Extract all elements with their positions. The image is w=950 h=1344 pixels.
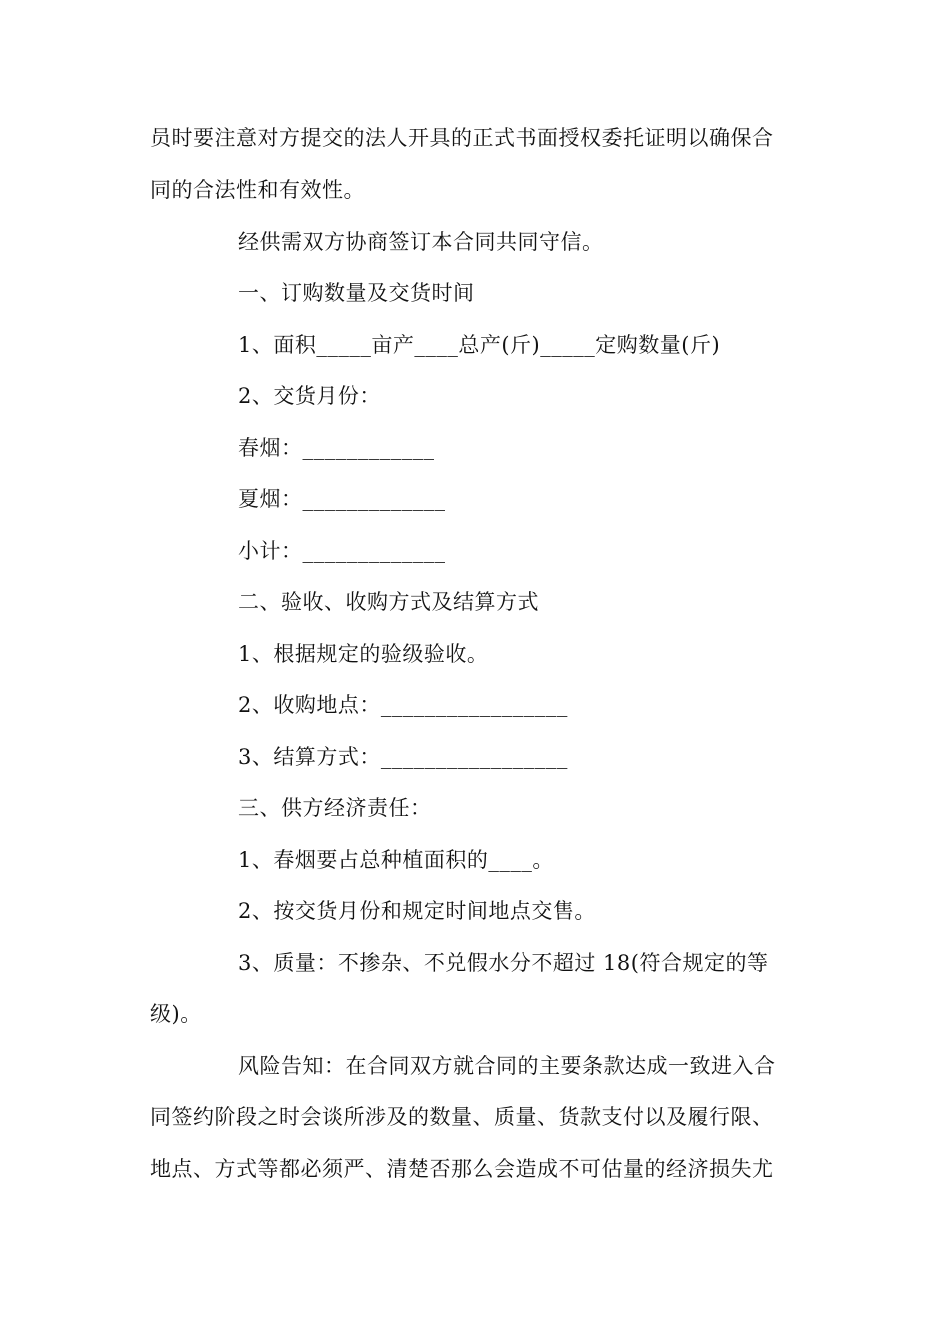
blank-field-line: 小计：_____________ <box>238 539 446 563</box>
blank-field-line: 3、结算方式：_________________ <box>238 745 568 769</box>
clause-line: 2、交货月份： <box>238 384 381 408</box>
section-heading: 一、订购数量及交货时间 <box>238 281 475 305</box>
section-heading: 三、供方经济责任： <box>238 796 432 820</box>
paragraph-line: 级)。 <box>150 1002 202 1026</box>
paragraph-line: 风险告知：在合同双方就合同的主要条款达成一致进入合 <box>238 1054 776 1078</box>
section-heading: 二、验收、收购方式及结算方式 <box>238 590 539 614</box>
paragraph-line: 经供需双方协商签订本合同共同守信。 <box>238 230 604 254</box>
clause-line: 1、根据规定的验级验收。 <box>238 642 489 666</box>
clause-line: 3、质量：不掺杂、不兑假水分不超过 18(符合规定的等 <box>238 951 769 975</box>
blank-field-line: 2、收购地点：_________________ <box>238 693 568 717</box>
paragraph-line: 同签约阶段之时会谈所涉及的数量、质量、货款支付以及履行限、 <box>150 1105 774 1129</box>
blank-field-line: 夏烟：_____________ <box>238 487 446 511</box>
paragraph-line: 员时要注意对方提交的法人开具的正式书面授权委托证明以确保合 <box>150 126 774 150</box>
blank-field-line: 春烟：____________ <box>238 436 435 460</box>
paragraph-line: 同的合法性和有效性。 <box>150 178 365 202</box>
clause-line: 2、按交货月份和规定时间地点交售。 <box>238 899 596 923</box>
paragraph-line: 地点、方式等都必须严、清楚否那么会造成不可估量的经济损失尤 <box>150 1157 774 1181</box>
clause-line: 1、春烟要占总种植面积的____。 <box>238 848 554 872</box>
clause-line: 1、面积_____亩产____总产(斤)_____定购数量(斤) <box>238 333 721 357</box>
